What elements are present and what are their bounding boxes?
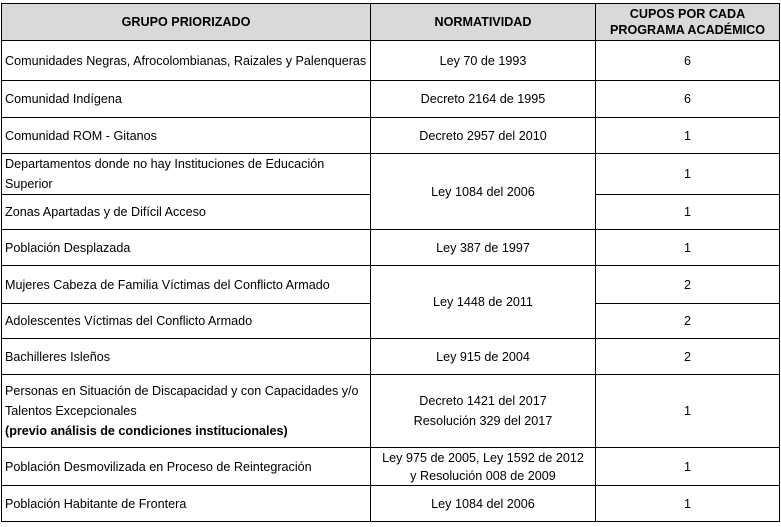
- cell-cupos: 6: [596, 81, 780, 118]
- cell-grupo: Zonas Apartadas y de Difícil Acceso: [2, 195, 371, 230]
- cell-normatividad-line2: y Resolución 008 de 2009: [410, 468, 556, 483]
- table-row: [2, 41, 780, 81]
- header-row: [2, 4, 780, 41]
- cell-grupo: Bachilleres Isleños: [2, 339, 371, 375]
- cell-grupo: Población Habitante de Frontera: [2, 486, 371, 522]
- cell-cupos: 1: [596, 486, 780, 522]
- table-row: [2, 118, 780, 154]
- cell-grupo-text: Personas en Situación de Discapacidad y con Capacidades y/o Talentos Excepcionales: [5, 384, 359, 418]
- cell-normatividad: [371, 375, 596, 448]
- cell-normatividad: Ley 1084 del 2006: [371, 154, 596, 230]
- cell-cupos: 2: [596, 304, 780, 339]
- cell-cupos: 1: [596, 154, 780, 195]
- cell-normatividad: Ley 70 de 1993: [371, 41, 596, 81]
- table-row: [2, 339, 780, 375]
- cell-grupo: Población Desmovilizada en Proceso de Reintegración: [2, 448, 371, 486]
- cell-normatividad: Decreto 2957 del 2010: [371, 118, 596, 154]
- table-row: [2, 375, 780, 448]
- cell-grupo: Población Desplazada: [2, 230, 371, 266]
- cell-cupos: 1: [596, 375, 780, 448]
- table-row: [2, 81, 780, 118]
- cell-normatividad: [371, 448, 596, 486]
- header-cupos: [596, 4, 780, 41]
- cell-normatividad: Ley 1084 del 2006: [371, 486, 596, 522]
- cell-normatividad: Ley 1448 de 2011: [371, 266, 596, 339]
- table-row: [2, 448, 780, 486]
- cell-grupo: Adolescentes Víctimas del Conflicto Armado: [2, 304, 371, 339]
- cell-grupo: [2, 375, 371, 448]
- cell-grupo: Comunidades Negras, Afrocolombianas, Raizales y Palenqueras: [2, 41, 371, 81]
- cell-normatividad-line2: Resolución 329 del 2017: [413, 414, 553, 428]
- cell-grupo: Comunidad ROM - Gitanos: [2, 118, 371, 154]
- cell-cupos: 1: [596, 195, 780, 230]
- header-cupos-line1: CUPOS POR CADA: [629, 7, 746, 21]
- priority-groups-table: [1, 3, 780, 522]
- header-cupos-line2: PROGRAMA ACADÉMICO: [609, 23, 766, 37]
- cell-cupos: 1: [596, 118, 780, 154]
- cell-grupo: Departamentos donde no hay Instituciones de Educación Superior: [2, 154, 371, 195]
- cell-normatividad: Ley 387 de 1997: [371, 230, 596, 266]
- table-row: [2, 230, 780, 266]
- table-row: [2, 154, 780, 195]
- cell-normatividad-line1: Ley 975 de 2005, Ley 1592 de 2012: [382, 450, 584, 465]
- header-normatividad: NORMATIVIDAD: [371, 4, 596, 41]
- cell-normatividad: Decreto 2164 de 1995: [371, 81, 596, 118]
- cell-cupos: 2: [596, 339, 780, 375]
- cell-cupos: 1: [596, 230, 780, 266]
- cell-cupos: 1: [596, 448, 780, 486]
- table-row: [2, 486, 780, 522]
- cell-normatividad: Ley 915 de 2004: [371, 339, 596, 375]
- header-grupo: GRUPO PRIORIZADO: [2, 4, 371, 41]
- cell-grupo-note: (previo análisis de condiciones institucionales): [5, 424, 288, 438]
- cell-grupo: Comunidad Indígena: [2, 81, 371, 118]
- cell-cupos: 6: [596, 41, 780, 81]
- cell-cupos: 2: [596, 266, 780, 304]
- cell-normatividad-line1: Decreto 1421 del 2017: [419, 394, 547, 408]
- cell-grupo: Mujeres Cabeza de Familia Víctimas del Conflicto Armado: [2, 266, 371, 304]
- table-row: [2, 266, 780, 304]
